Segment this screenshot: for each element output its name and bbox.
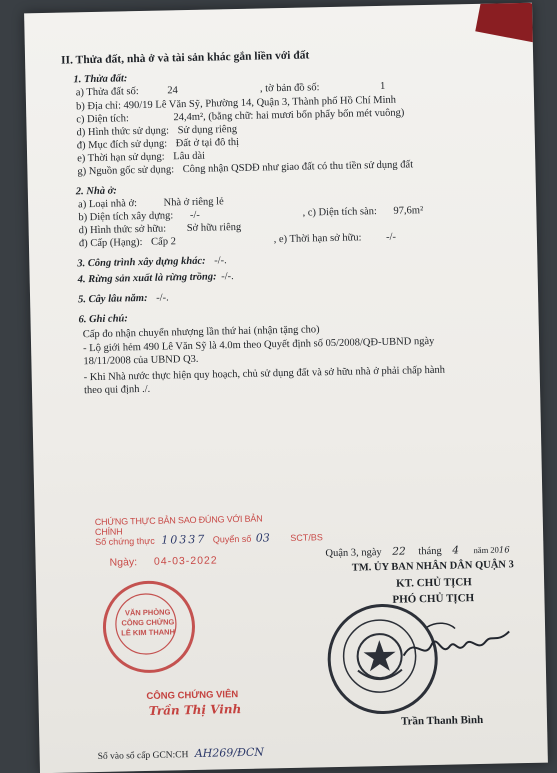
use-term-label: e) Thời hạn sử dụng: xyxy=(77,151,165,165)
notary-name: Trần Thị Vinh xyxy=(148,702,242,718)
notary-office-seal xyxy=(102,580,196,674)
signer-role-2: PHÓ CHỦ TỊCH xyxy=(392,592,475,606)
certification-date-value: 04-03-2022 xyxy=(153,554,218,568)
ownership-form-label: d) Hình thức sở hữu: xyxy=(78,223,167,237)
forest-row xyxy=(78,271,234,286)
signing-date-row xyxy=(325,543,509,560)
map-sheet-value: 1 xyxy=(379,80,386,92)
parcel-number-value: 24 xyxy=(167,85,178,97)
other-works-row xyxy=(77,255,227,270)
signing-month: 4 xyxy=(452,544,460,557)
signing-year: 16 xyxy=(498,545,510,556)
red-corner-edge xyxy=(475,3,541,43)
other-works-value: -/-. xyxy=(214,255,227,267)
use-form-label: d) Hình thức sử dụng: xyxy=(76,125,170,139)
note-line-3: 18/11/2008 của UBND Q3. xyxy=(83,353,199,368)
address-value: 490/19 Lê Văn Sỹ, Phường 14, Quận 3, Thành phố Hồ Chí Minh xyxy=(123,94,397,112)
note-line-4: - Khi Nhà nước thực hiện quy hoạch, chủ sử dụng đất và sở hữu nhà ở phải chấp hành xyxy=(83,364,446,384)
signature-scribble-icon xyxy=(397,613,518,675)
use-term-value: Lâu dài xyxy=(173,150,206,163)
certification-stamp xyxy=(87,513,323,577)
signing-year-label: năm 20 xyxy=(473,544,499,556)
address-label: b) Địa chỉ: xyxy=(75,100,122,113)
construction-area-value: -/- xyxy=(189,209,200,221)
note-line-5: theo qui định ./. xyxy=(83,383,151,397)
origin-value: Công nhận QSDĐ như giao đất có thu tiền sử dụng đất xyxy=(182,159,414,176)
section-title: II. Thửa đất, nhà ở và tài sản khác gắn liền với đất xyxy=(60,49,310,67)
issuing-org: TM. ỦY BAN NHÂN DÂN QUẬN 3 xyxy=(351,559,514,574)
house-type-value: Nhà ở riêng lẻ xyxy=(163,196,224,209)
forest-value: -/-. xyxy=(221,271,234,283)
note-line-2: - Lộ giới hẻm 490 Lê Văn Sỹ là 4.0m theo Quyết định số 05/2008/QĐ-UBND ngày xyxy=(83,335,435,355)
certification-number-label: Số chứng thực xyxy=(95,535,155,548)
area-value: 24,4m², (bằng chữ: hai mươi bốn phẩy bốn mét vuông) xyxy=(173,107,405,124)
signing-place-label: Quận 3, ngày xyxy=(325,547,382,560)
certification-date-row xyxy=(109,554,217,568)
certificate-page xyxy=(24,3,548,773)
seal-text: VĂN PHÒNG CÔNG CHỨNG LÊ KIM THANH xyxy=(121,607,176,638)
forest-label: 4. Rừng sản xuất là rừng trồng: xyxy=(77,271,217,286)
certification-book-suffix: SCT/BS xyxy=(290,532,323,543)
signing-month-label: tháng xyxy=(418,545,442,558)
use-purpose-value: Đất ở tại đô thị xyxy=(175,136,240,150)
notes-heading: 6. Ghi chú: xyxy=(78,313,128,326)
perennial-row xyxy=(78,292,169,306)
notary-title: CÔNG CHỨNG VIÊN xyxy=(146,689,239,702)
perennial-value: -/-. xyxy=(156,292,169,304)
signer-name: Trần Thanh Bình xyxy=(400,713,484,728)
origin-label: g) Nguồn gốc sử dụng: xyxy=(77,164,175,178)
certification-date-label: Ngày: xyxy=(109,556,138,569)
registry-row xyxy=(98,747,265,763)
certification-title: CHỨNG THỰC BẢN SAO ĐÚNG VỚI BẢN CHÍNH xyxy=(94,513,263,538)
note-line-1: Cấp đo nhận chuyển nhượng lần thứ hai (nhận tặng cho) xyxy=(82,324,320,341)
floor-area-value: 97,6m² xyxy=(393,205,424,217)
grade-value: Cấp 2 xyxy=(151,236,177,248)
signing-day: 22 xyxy=(392,545,406,558)
signer-role-1: KT. CHỦ TỊCH xyxy=(395,576,472,590)
map-sheet-label: , tờ bản đồ số: xyxy=(259,82,320,95)
use-form-value: Sử dụng riêng xyxy=(177,123,238,137)
ownership-form-value: Sở hữu riêng xyxy=(186,221,242,235)
ownership-term-label: , e) Thời hạn sở hữu: xyxy=(273,232,362,246)
ownership-term-value: -/- xyxy=(385,231,397,243)
area-label: c) Diện tích: xyxy=(76,113,129,126)
land-heading: 1. Thửa đất: xyxy=(73,73,128,86)
registry-value: AH269/ĐCN xyxy=(194,745,265,760)
certification-book-value: 03 xyxy=(255,531,270,545)
grade-label: đ) Cấp (Hạng): xyxy=(78,236,143,250)
perennial-label: 5. Cây lâu năm: xyxy=(77,292,148,306)
use-purpose-row xyxy=(77,137,239,152)
certification-number-value: 10337 xyxy=(161,532,207,547)
use-purpose-label: đ) Mục đích sử dụng: xyxy=(76,138,168,152)
other-works-label: 3. Công trình xây dựng khác: xyxy=(77,255,206,270)
parcel-number-label: a) Thửa đất số: xyxy=(75,86,139,99)
registry-label: Số vào sổ cấp GCN:CH xyxy=(97,750,189,763)
construction-area-label: b) Diện tích xây dựng: xyxy=(78,210,174,224)
house-heading: 2. Nhà ở: xyxy=(75,185,117,198)
certification-book-label: Quyển số xyxy=(212,533,252,545)
floor-area-label: , c) Diện tích sàn: xyxy=(302,206,377,219)
house-type-label: a) Loại nhà ở: xyxy=(78,198,138,211)
